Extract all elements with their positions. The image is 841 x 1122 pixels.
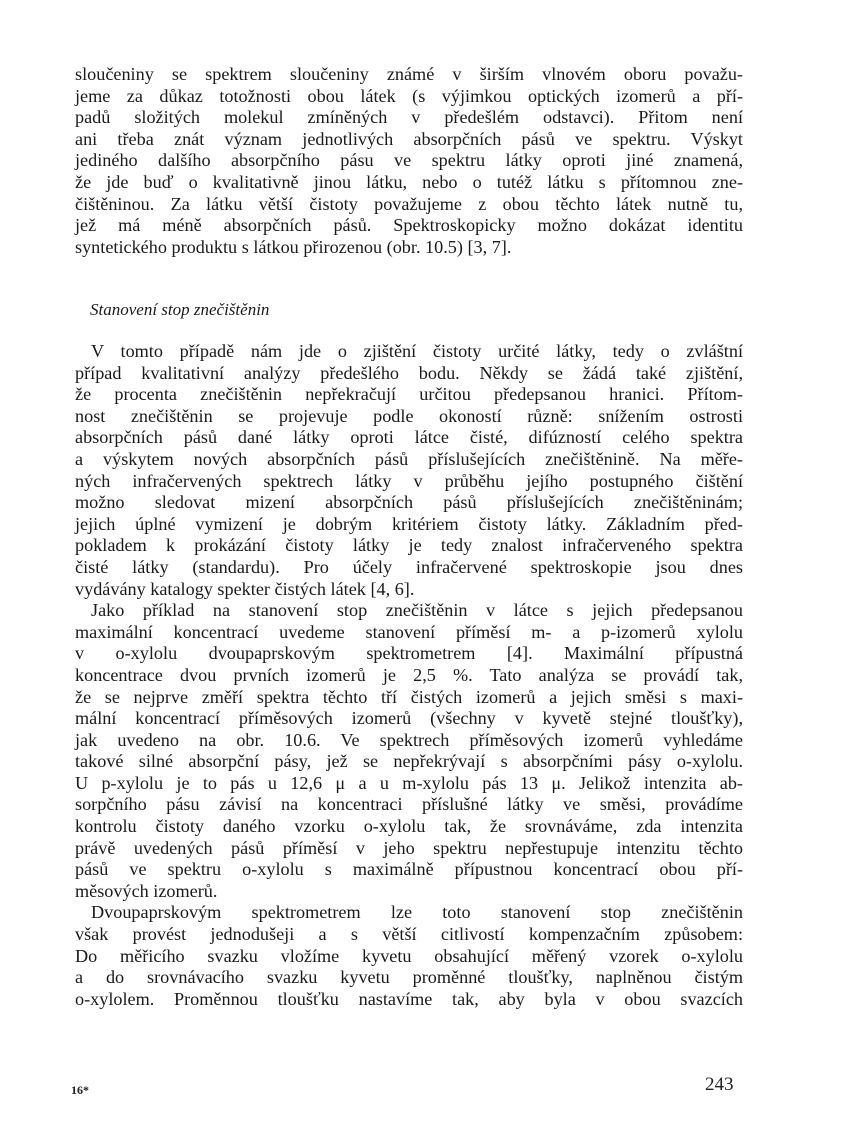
text-line: jejich úplné vymizení je dobrým kritériem čistoty látky. Základním před- [75,513,743,534]
text-line: padů složitých molekul zmíněných v předešlém odstavci). Přitom není [75,107,743,128]
text-line: koncentrace dvou prvních izomerů je 2,5 %. Tato analýza se provádí tak, [75,664,743,685]
text-line: a výskytem nových absorpčních pásů příslušejících znečištěnině. Na měře- [75,448,743,469]
text-line: kontrolu čistoty daného vzorku o-xylolu tak, že srovnáváme, zda intenzita [75,816,743,837]
text-line: vydávány katalogy spekter čistých látek [4, 6]. [75,578,415,599]
signature-mark: 16* [71,1083,89,1097]
text-line: Dvoupaprskovým spektrometrem lze toto stanovení stop znečištěnin [91,902,743,923]
text-line: Do měřicího svazku vložíme kyvetu obsahující měřený vzorek o-xylolu [75,945,743,966]
text-line: sorpčního pásu závisí na koncentraci příslušné látky ve směsi, provádíme [75,794,743,815]
text-line: čištěninou. Za látku větší čistoty považujeme z obou těchto látek nutně tu, [75,193,743,214]
text-line: jeme za důkaz totožnosti obou látek (s výjimkou optických izomerů a pří- [75,85,743,106]
text-line: v o-xylolu dvoupaprskovým spektrometrem [4]. Maximální přípustná [75,643,743,664]
text-line: Jako příklad na stanovení stop znečištěnin v látce s jejich předepsanou [91,600,743,621]
text-line: pokladem k prokázání čistoty látky je tedy znalost infračerveného spektra [75,535,743,556]
text-line: že procenta znečištěnin nepřekračují určitou předepsanou hranici. Přítom- [75,384,743,405]
text-line: případ kvalitativní analýzy předešlého bodu. Někdy se žádá také zjištění, [75,362,743,383]
text-line: měsových izomerů. [75,880,218,901]
text-line: jež má méně absorpčních pásů. Spektroskopicky možno dokázat identitu [75,215,743,236]
text-line: jediného dalšího absorpčního pásu ve spektru látky oproti jiné znamená, [75,150,743,171]
text-line: jak uvedeno na obr. 10.6. Ve spektrech příměsových izomerů vyhledáme [75,729,743,750]
paragraph-2 [75,341,743,600]
text-line: U p-xylolu je to pás u 12,6 μ a u m-xylolu pás 13 μ. Jelikož intenzita ab- [75,772,743,793]
text-line: možno sledovat mizení absorpčních pásů příslušejících znečištěninám; [75,492,743,513]
text-line: ani třeba znát význam jednotlivých absorpčních pásů ve spektru. Výskyt [75,128,743,149]
paragraph-3 [75,600,743,902]
text-line: a do srovnávacího svazku kyvetu proměnné tloušťky, naplněnou čistým [75,967,743,988]
text-line: právě uvedených pásů příměsí v jeho spektru nepřestupuje intenzitu těchto [75,837,743,858]
paragraph-1 [75,64,743,258]
text-line: však provést jednodušeji a s větší citlivostí kompenzačním způsobem: [75,924,743,945]
page-number: 243 [705,1074,734,1095]
text-line: že se nejprve změří spektra těchto tří čistých izomerů a jejich směsi s maxi- [75,686,743,707]
text-line: mální koncentrací příměsových izomerů (všechny v kyvetě stejné tloušťky), [75,708,743,729]
section-heading: Stanovení stop znečištěnin [90,300,270,319]
text-line: V tomto případě nám jde o zjištění čistoty určité látky, tedy o zvláštní [91,341,743,361]
paragraph-4 [75,902,743,1010]
body-text [75,341,743,1010]
text-line: o-xylolem. Proměnnou tloušťku nastavíme tak, aby byla v obou svazcích [75,988,743,1009]
text-line: takové silné absorpční pásy, jež se nepřekrývají s absorpčními pásy o-xylolu. [75,751,743,772]
text-line: nost znečištěnin se projevuje podle okoností různě: snížením ostrosti [75,405,743,426]
text-line: sloučeniny se spektrem sloučeniny známé v širším vlnovém oboru považu- [75,64,743,84]
text-line: absorpčních pásů dané látky oproti látce čisté, difúzností celého spektra [75,427,743,448]
text-line: čisté látky (standardu). Pro účely infračervené spektroskopie jsou dnes [75,556,743,577]
text-line: maximální koncentrací uvedeme stanovení příměsí m- a p-izomerů xylolu [75,621,743,642]
text-line: syntetického produktu s látkou přirozenou (obr. 10.5) [3, 7]. [75,236,512,257]
text-line: pásů ve spektru o-xylolu s maximálně přípustnou koncentrací obou pří- [75,859,743,880]
text-line: ných infračervených spektrech látky v průběhu jejího postupného čištění [75,470,743,491]
text-line: že jde buď o kvalitativně jinou látku, nebo o tutéž látku s přítomnou zne- [75,171,743,192]
